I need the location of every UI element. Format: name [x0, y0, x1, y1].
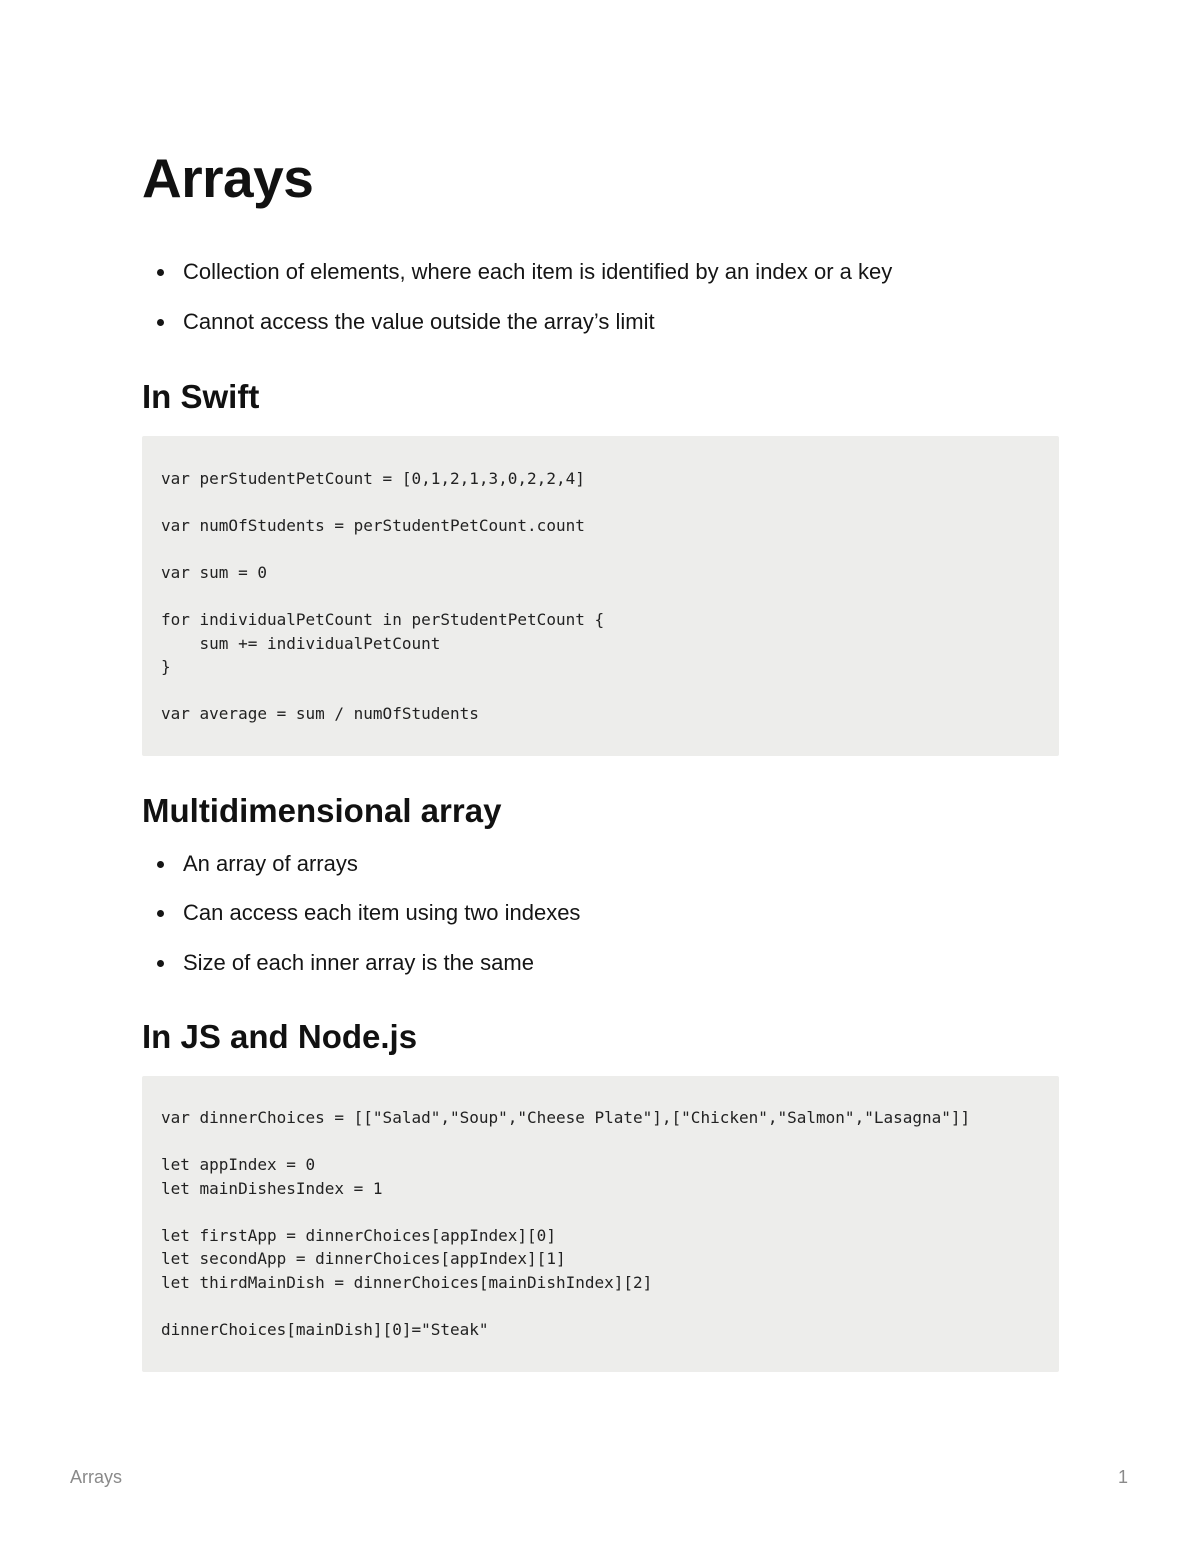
bullet-icon	[157, 861, 164, 868]
bullet-icon	[157, 910, 164, 917]
section-heading-swift: In Swift	[142, 378, 260, 415]
list-item-text: Can access each item using two indexes	[183, 900, 581, 925]
multidimensional-bullet-list	[142, 849, 1042, 978]
intro-bullet-list	[142, 257, 1042, 337]
list-item	[142, 307, 1042, 337]
bullet-icon	[157, 960, 164, 967]
list-item-text: Size of each inner array is the same	[183, 950, 534, 975]
list-item	[142, 948, 1042, 978]
list-item	[142, 849, 1042, 879]
bullet-icon	[157, 269, 164, 276]
list-item-text: An array of arrays	[183, 851, 358, 876]
section-heading-js: In JS and Node.js	[142, 1018, 418, 1055]
footer-page-number: 1	[1117, 1467, 1128, 1487]
code-text: var perStudentPetCount = [0,1,2,1,3,0,2,2,4] var numOfStudents = perStudentPetCount.count var sum = 0 for individualPetCount in perStudentPetCount { sum += individualPetCount } var average = sum / numOfStudents	[161, 469, 605, 723]
footer-document-title: Arrays	[70, 1467, 123, 1487]
bullet-icon	[157, 319, 164, 326]
list-item-text: Collection of elements, where each item is identified by an index or a key	[183, 259, 893, 284]
code-block-swift	[142, 436, 1059, 756]
code-text: var dinnerChoices = [["Salad","Soup","Cheese Plate"],["Chicken","Salmon","Lasagna"]] let appIndex = 0 let mainDishesIndex = 1 let firstApp = dinnerChoices[appIndex][0] let secondApp = dinnerChoices[appIndex][1] let thirdMainDish = dinnerChoices[mainDishIndex][2] dinnerChoices[mainDish][0]="Steak"	[161, 1108, 971, 1339]
list-item-text: Cannot access the value outside the array’s limit	[183, 309, 655, 334]
list-item	[142, 257, 1042, 287]
list-item	[142, 898, 1042, 928]
code-block-js	[142, 1076, 1059, 1372]
section-heading-multidimensional: Multidimensional array	[142, 792, 502, 829]
page-title: Arrays	[142, 147, 314, 209]
